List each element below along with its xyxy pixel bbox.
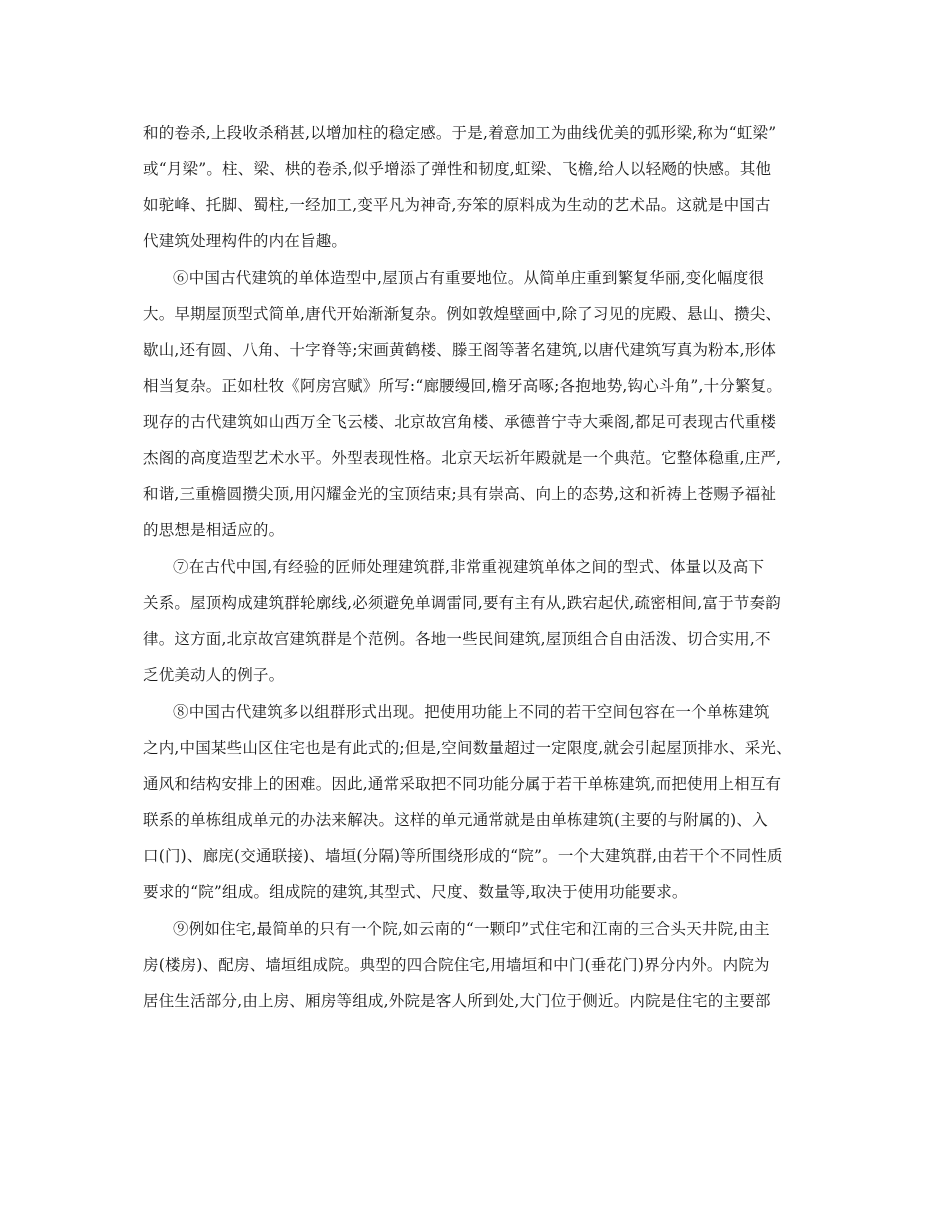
text-line: 居住生活部分,由上房、厢房等组成,外院是客人所到处,大门位于侧近。内院是住宅的主要部 (143, 992, 771, 1010)
text-line: 和谐,三重檐圆攒尖顶,用闪耀金光的宝顶结束;具有崇高、向上的态势,这和祈祷上苍赐予福祉 (143, 485, 777, 503)
text-line: 现存的古代建筑如山西万全飞云楼、北京故宫角楼、承德普宁寺大乘阁,都足可表现古代重楼 (143, 413, 777, 431)
paragraph-8-first-line: ⑧中国古代建筑多以组群形式出现。把使用功能上不同的若干空间包容在一个单栋建筑 (173, 703, 770, 721)
text-line: 口(门)、廊庑(交通联接)、墙垣(分隔)等所围绕形成的“院”。一个大建筑群,由若干个不同性质 (143, 847, 783, 865)
text-line: 和的卷杀,上段收杀稍甚,以增加柱的稳定感。于是,着意加工为曲线优美的弧形梁,称为“虹梁” (143, 124, 777, 142)
text-line: 大。早期屋顶型式简单,唐代开始渐渐复杂。例如敦煌壁画中,除了习见的庑殿、悬山、攒尖、 (143, 305, 782, 323)
text-line: 通风和结构安排上的困难。因此,通常采取把不同功能分属于若干单栋建筑,而把使用上相互有 (143, 775, 782, 793)
paragraph-6-first-line: ⑥中国古代建筑的单体造型中,屋顶占有重要地位。从简单庄重到繁复华丽,变化幅度很 (173, 269, 765, 287)
text-line: 要求的“院”组成。组成院的建筑,其型式、尺度、数量等,取决于使用功能要求。 (143, 883, 688, 901)
text-line: 房(楼房)、配房、墙垣组成院。典型的四合院住宅,用墙垣和中门(垂花门)界分内外。内院为 (143, 956, 770, 974)
paragraph-9-first-line: ⑨例如住宅,最简单的只有一个院,如云南的“一颗印”式住宅和江南的三合头天井院,由主 (173, 920, 770, 938)
text-line: 联系的单栋组成单元的办法来解决。这样的单元通常就是由单栋建筑(主要的与附属的)、入 (143, 811, 768, 829)
text-line: 关系。屋顶构成建筑群轮廓线,必须避免单调雷同,要有主有从,跌宕起伏,疏密相间,富于节奏韵 (143, 594, 781, 612)
text-line: 乏优美动人的例子。 (143, 666, 285, 684)
text-line: 的思想是相适应的。 (143, 521, 285, 539)
paragraph-7-first-line: ⑦在古代中国,有经验的匠师处理建筑群,非常重视建筑单体之间的型式、体量以及高下 (173, 558, 765, 576)
text-line: 之内,中国某些山区住宅也是有此式的;但是,空间数量超过一定限度,就会引起屋顶排水、采光、 (143, 739, 792, 757)
text-line: 代建筑处理构件的内在旨趣。 (143, 232, 348, 250)
text-line: 歇山,还有圆、八角、十字脊等;宋画黄鹤楼、滕王阁等著名建筑,以唐代建筑写真为粉本,形体 (143, 341, 777, 359)
text-line: 律。这方面,北京故宫建筑群是个范例。各地一些民间建筑,屋顶组合自由活泼、切合实用,不 (143, 630, 771, 648)
text-line: 相当复杂。正如杜牧《阿房宫赋》所写:“廊腰缦回,檐牙高啄;各抱地势,钩心斗角”,十分繁复。 (143, 377, 783, 395)
text-line: 如驼峰、托脚、蜀柱,一经加工,变平凡为神奇,夯笨的原料成为生动的艺术品。这就是中国古 (143, 196, 771, 214)
text-line: 或“月梁”。柱、梁、栱的卷杀,似乎增添了弹性和韧度,虹梁、飞檐,给人以轻飏的快感。其他 (143, 160, 772, 178)
text-line: 杰阁的高度造型艺术水平。外型表现性格。北京天坛祈年殿就是一个典范。它整体稳重,庄严, (143, 449, 782, 467)
